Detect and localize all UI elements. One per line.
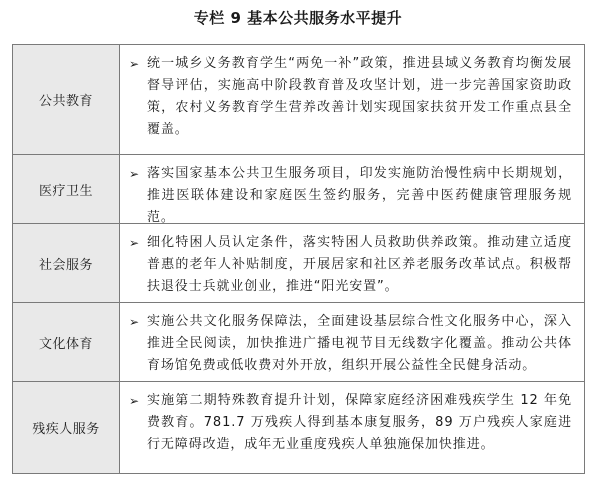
box-title: 专栏 9 基本公共服务水平提升 [193, 9, 403, 27]
category-cell: 残疾人服务 [13, 382, 120, 473]
table-row-disability-services [13, 381, 584, 473]
content-cell [120, 224, 584, 302]
table-row-medical-health [13, 154, 584, 223]
category-cell: 文化体育 [13, 303, 120, 381]
table-row-culture-sports [13, 302, 584, 381]
content-text: 细化特困人员认定条件，落实特困人员救助供养政策。推动建立适度普惠的老年人补贴制度，开展居家和社区养老服务改革试点。积极帮扶退役士兵就业创业，推进“阳光安置”。 [147, 235, 572, 294]
arrow-bullet-icon: ➢ [129, 167, 140, 181]
content-text: 实施公共文化服务保障法，全面建设基层综合性文化服务中心，深入推进全民阅读，加快推进广播电视节目无线数字化覆盖。推动公共体育场馆免费或低收费对外开放，组织开展公益性全民健身活动。 [147, 314, 572, 373]
content-text: 实施第二期特殊教育提升计划，保障家庭经济困难残疾学生 12 年免费教育。781.7 万残疾人得到基本康复服务，89 万户残疾人家庭进行无障碍改造，成年无业重度残疾人单独施保加快推进。 [147, 393, 572, 452]
table-row-social-services [13, 223, 584, 302]
category-cell: 公共教育 [13, 45, 120, 154]
content-text: 落实国家基本公共卫生服务项目，印发实施防治慢性病中长期规划，推进医联体建设和家庭医生签约服务，完善中医药健康管理服务规范。 [147, 166, 572, 225]
table-row-public-education [13, 45, 584, 154]
content-text: 统一城乡义务教育学生“两免一补”政策，推进县域义务教育均衡发展督导评估，实施高中阶段教育普及攻坚计划，进一步完善国家资助政策，农村义务教育学生营养改善计划实现国家扶贫开发工作重点县全覆盖。 [147, 56, 572, 137]
content-cell [120, 382, 584, 473]
arrow-bullet-icon: ➢ [129, 236, 140, 250]
policy-table [12, 44, 585, 474]
content-cell [120, 45, 584, 154]
arrow-bullet-icon: ➢ [129, 315, 140, 329]
arrow-bullet-icon: ➢ [129, 394, 140, 408]
category-cell: 医疗卫生 [13, 155, 120, 223]
category-cell: 社会服务 [13, 224, 120, 302]
content-cell [120, 155, 584, 223]
arrow-bullet-icon: ➢ [129, 57, 140, 71]
content-cell [120, 303, 584, 381]
